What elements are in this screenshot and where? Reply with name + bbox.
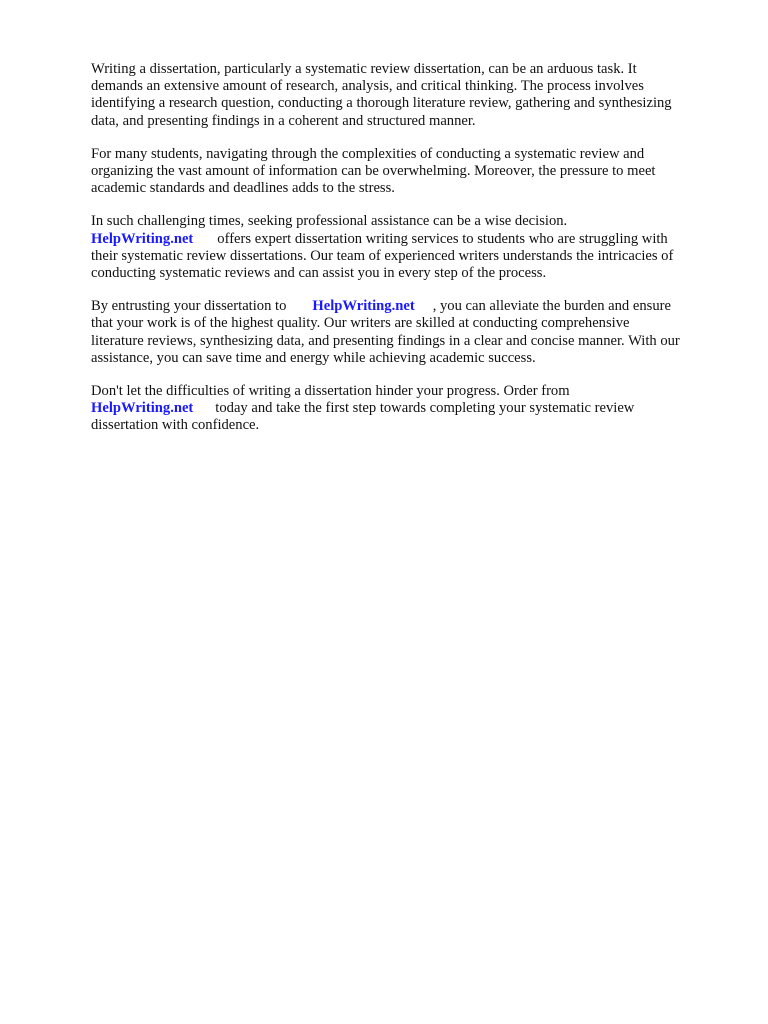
document-body [91, 61, 725, 451]
text-line: identifying a research question, conducting a thorough literature review, gathering and synthesizing [91, 95, 672, 112]
text-line: that your work is of the highest quality. Our writers are skilled at conducting comprehensive [91, 315, 630, 332]
paragraph-entrusting [91, 298, 725, 367]
helpwriting-link[interactable]: HelpWriting.net [91, 230, 194, 247]
link-trailing-text: offers expert dissertation writing services to students who are struggling with [217, 230, 668, 247]
text-line: Writing a dissertation, particularly a systematic review dissertation, can be an arduous task. It [91, 61, 637, 77]
text-line: dissertation with confidence. [91, 417, 260, 434]
helpwriting-link[interactable]: HelpWriting.net [312, 298, 415, 315]
link-trailing-text: , you can alleviate the burden and ensure [432, 298, 671, 315]
text-line [91, 400, 725, 417]
text-line: demands an extensive amount of research, analysis, and critical thinking. The process involves [91, 78, 644, 95]
text-line [91, 298, 725, 315]
text-line: For many students, navigating through the complexities of conducting a systematic review and [91, 145, 645, 162]
text-line: In such challenging times, seeking professional assistance can be a wise decision. [91, 213, 568, 230]
text-line: Don't let the difficulties of writing a dissertation hinder your progress. Order from [91, 383, 570, 400]
text-line [91, 231, 725, 248]
text-line: data, and presenting findings in a coherent and structured manner. [91, 112, 476, 129]
text-line: assistance, you can save time and energy while achieving academic success. [91, 349, 536, 366]
text-line: their systematic review dissertations. Our team of experienced writers understands the intricacies of [91, 247, 674, 264]
helpwriting-link[interactable]: HelpWriting.net [91, 400, 194, 417]
paragraph-challenges [91, 146, 725, 198]
paragraph-call-to-action [91, 383, 725, 435]
text-line: conducting systematic reviews and can assist you in every step of the process. [91, 265, 547, 282]
paragraph-intro [91, 61, 725, 130]
link-trailing-text: today and take the first step towards completing your systematic review [215, 400, 635, 417]
text-line: academic standards and deadlines adds to the stress. [91, 180, 395, 197]
text-line: organizing the vast amount of information can be overwhelming. Moreover, the pressure to meet [91, 163, 656, 180]
paragraph-assistance [91, 213, 725, 282]
link-leading-text: By entrusting your dissertation to [91, 298, 287, 315]
text-line: literature reviews, synthesizing data, and presenting findings in a clear and concise manner. With our [91, 332, 680, 349]
